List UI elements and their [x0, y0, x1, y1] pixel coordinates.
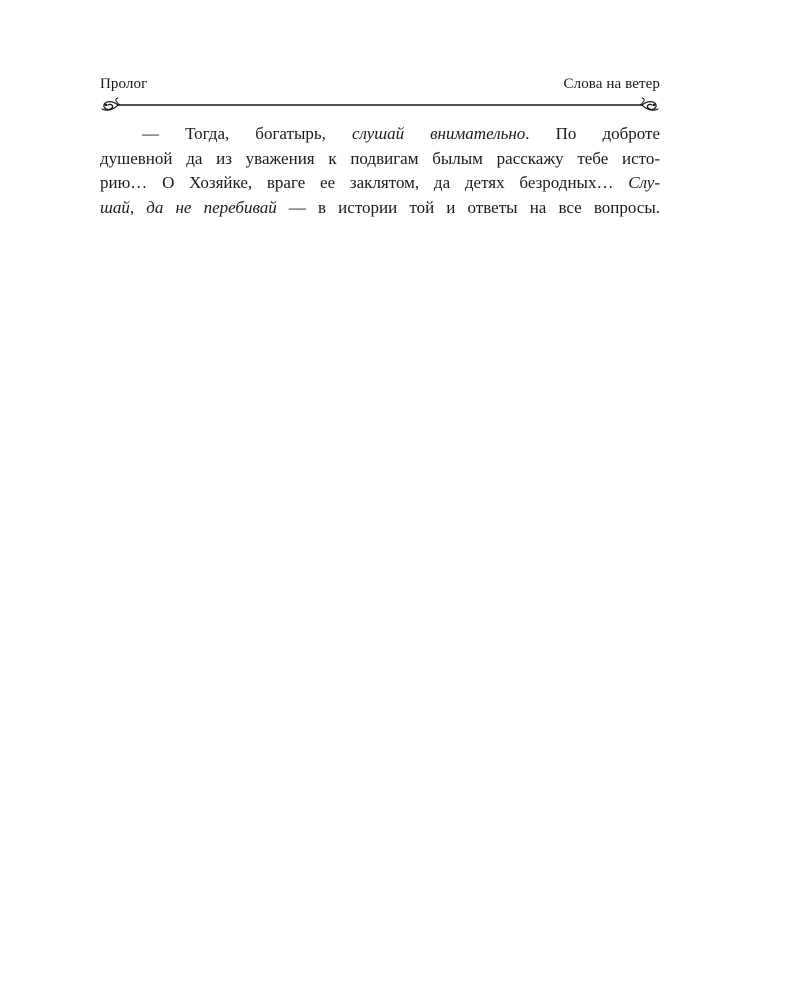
- chapter-title: Пролог: [100, 76, 148, 92]
- book-page: [100, 0, 660, 1000]
- paragraph-line: шай, да не перебивай — в истории той и ответы на все вопросы.: [100, 197, 660, 217]
- paragraph: [100, 122, 660, 220]
- paragraph-line: рию… О Хозяйке, враге ее заклятом, да детях безродных… Слу-: [100, 173, 660, 192]
- running-header: [100, 76, 660, 96]
- book-title: Слова на ветер: [563, 76, 660, 92]
- emphasis: слушай внимательно: [351, 124, 526, 143]
- paragraph-line: — Тогда, богатырь, слушай внимательно. По доброте: [142, 124, 661, 143]
- emphasis: Слу-: [628, 173, 660, 192]
- flourish-rule-icon: [100, 96, 660, 116]
- paragraph-line: душевной да из уважения к подвигам былым расскажу тебе исто-: [100, 148, 660, 168]
- emphasis: шай, да не перебивай: [100, 197, 277, 217]
